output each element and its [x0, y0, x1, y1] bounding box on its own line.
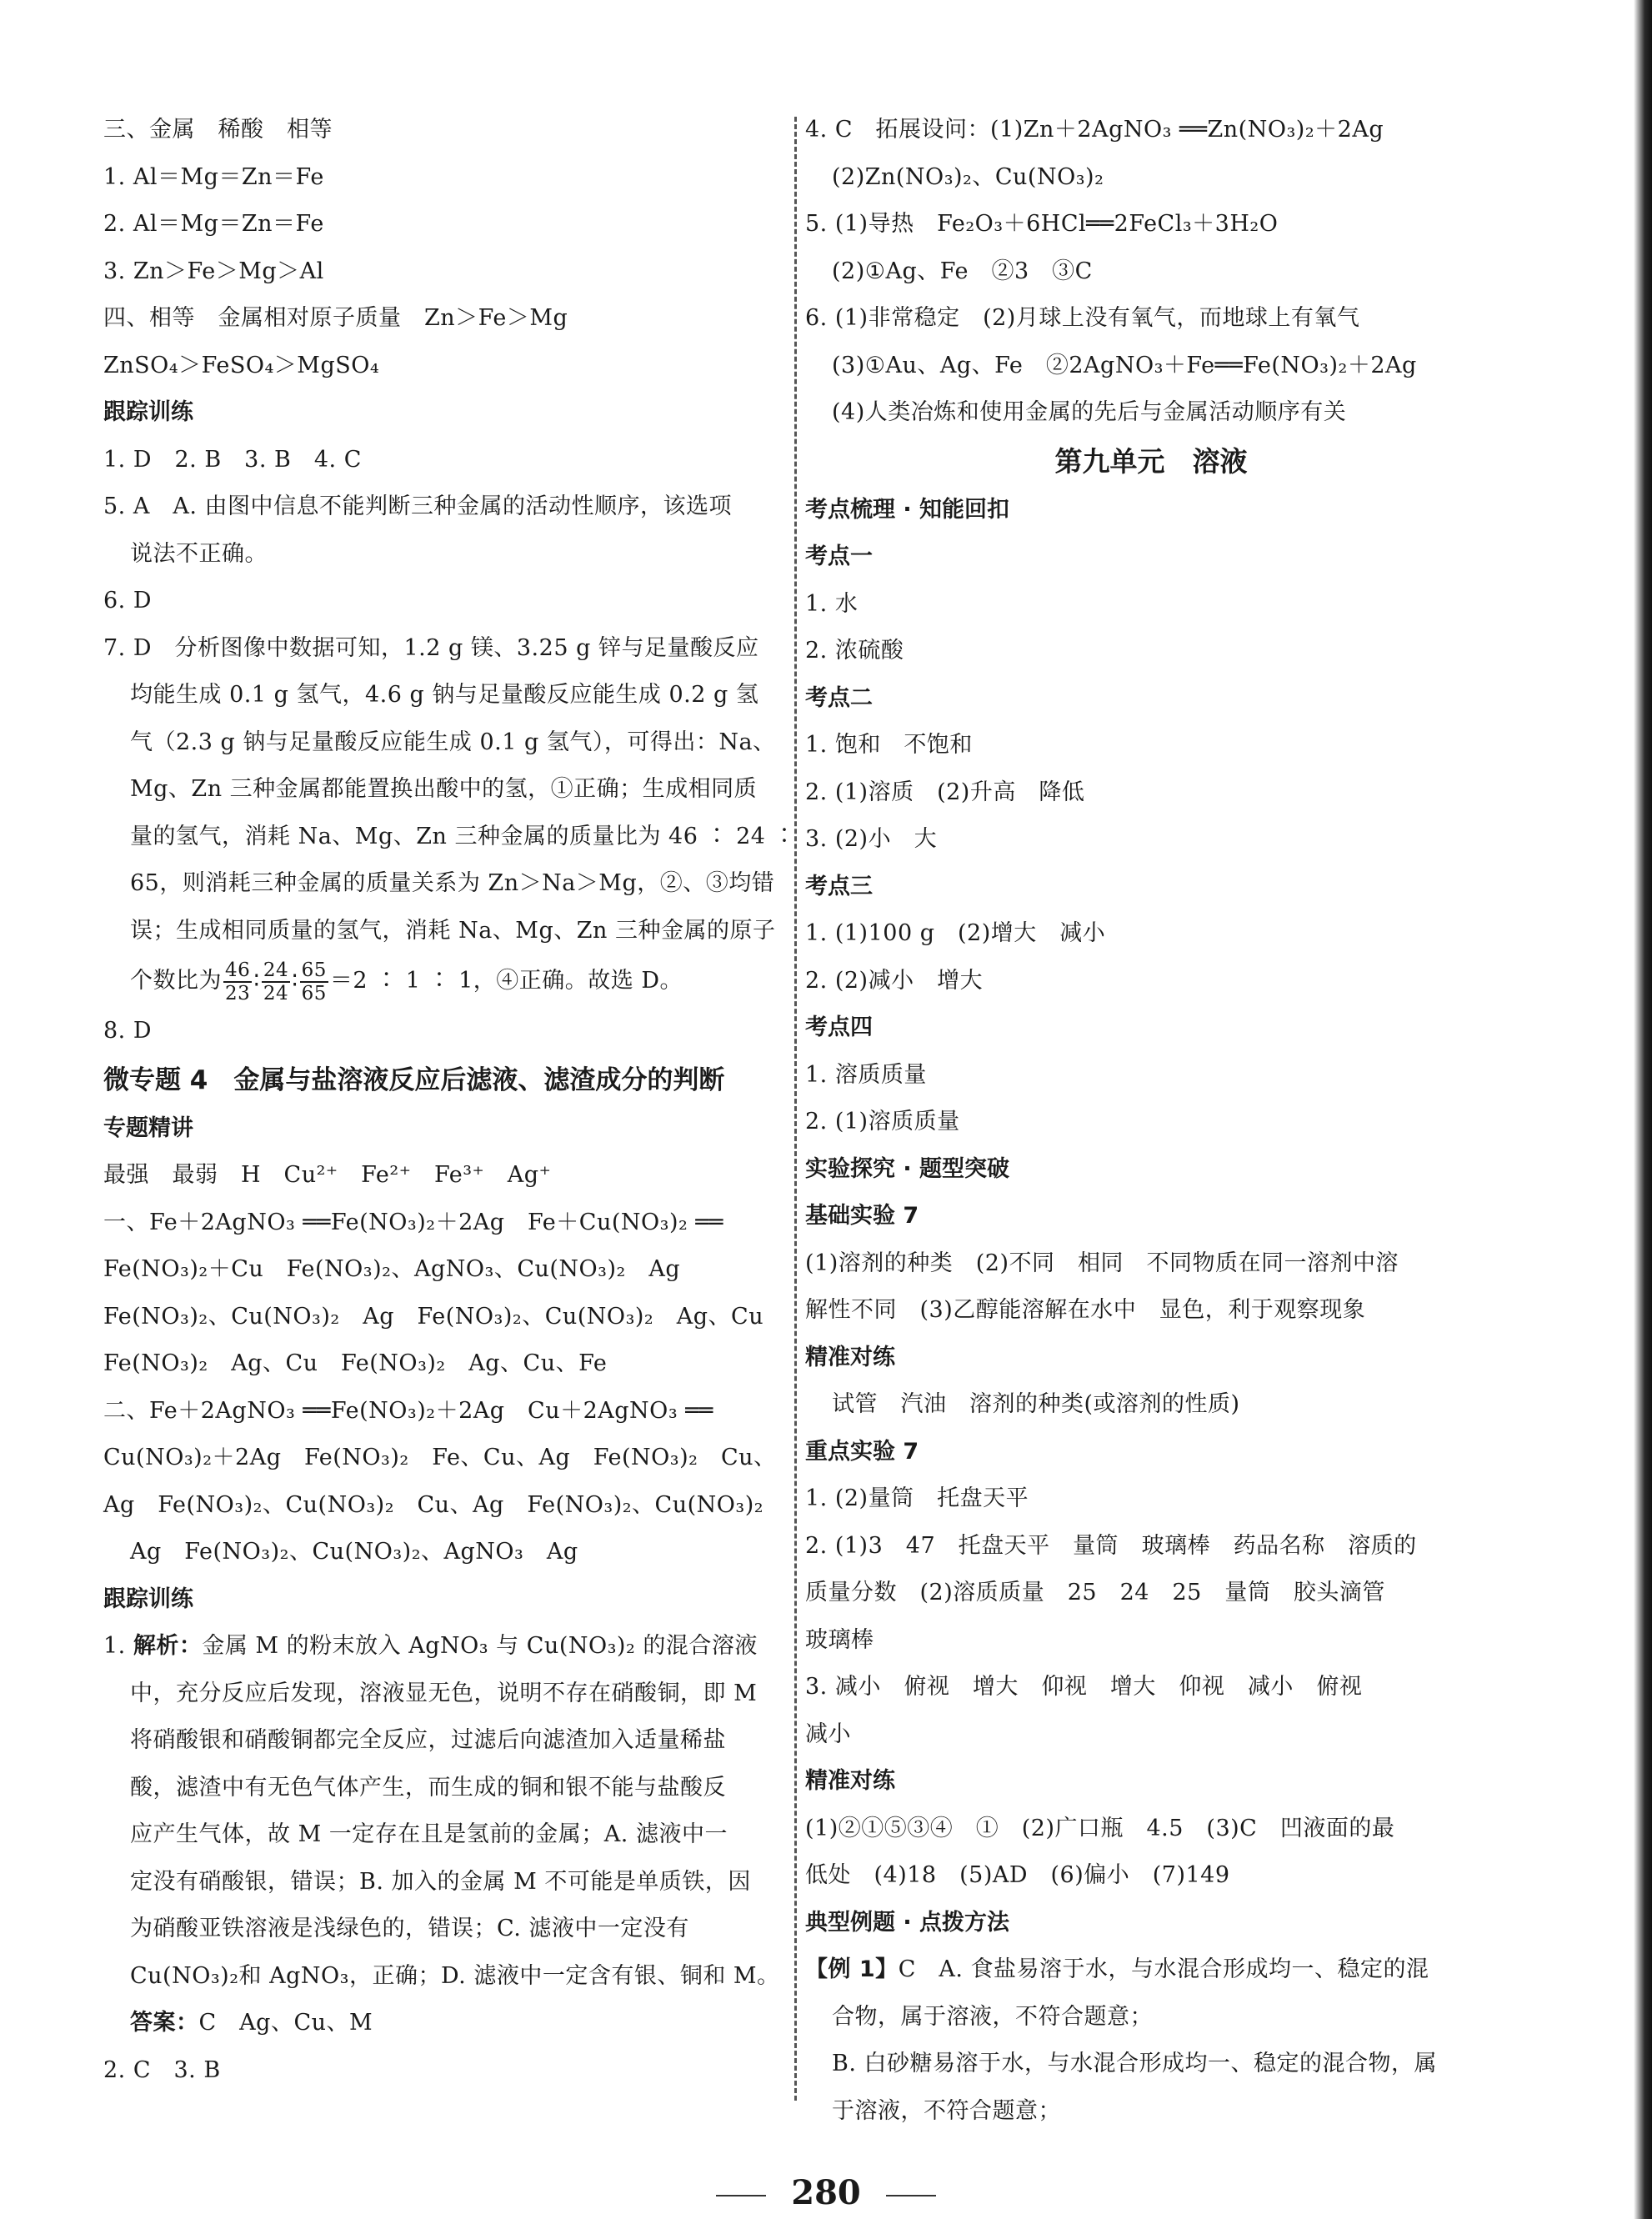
- numerator: 46: [225, 959, 251, 981]
- text-line: 7. D 分析图像中数据可知，1.2 g 镁、3.25 g 锌与足量酸反应: [103, 634, 759, 661]
- text-line: Ag Fe(NO₃)₂、Cu(NO₃)₂ Cu、Ag Fe(NO₃)₂、Cu(NO₃)₂: [103, 1491, 764, 1518]
- text-line: Fe(NO₃)₂、Cu(NO₃)₂ Ag Fe(NO₃)₂、Cu(NO₃)₂ Ag、Cu: [103, 1303, 764, 1330]
- page-number: [0, 2173, 1652, 2213]
- unit-title: 第九单元 溶液: [1054, 444, 1248, 478]
- text-line: 2. C 3. B: [103, 2056, 221, 2083]
- text-line: 1. 饱和 不饱和: [805, 732, 973, 758]
- section-heading: 考点梳理 · 知能回扣: [805, 496, 1010, 523]
- topic-title: 微专题 4 金属与盐溶液反应后滤液、滤渣成分的判断: [103, 1064, 725, 1095]
- text-fragment: 1.: [103, 1633, 133, 1659]
- text-line: 3. 减小 俯视 增大 仰视 增大 仰视 减小 俯视: [805, 1674, 1363, 1700]
- fraction: [300, 959, 328, 1004]
- text-line: 4. C 拓展设问：(1)Zn＋2AgNO₃ ══Zn(NO₃)₂＋2Ag: [805, 117, 1384, 143]
- text-line: 为硝酸亚铁溶液是浅绿色的，错误；C. 滤液中一定没有: [130, 1916, 689, 1941]
- text-line: 3. Zn＞Fe＞Mg＞Al: [103, 258, 324, 284]
- text-line: 1. 溶质质量: [805, 1061, 927, 1088]
- text-fragment: C A. 食盐易溶于水，与水混合形成均一、稳定的混: [898, 1956, 1429, 1982]
- text-line: Cu(NO₃)₂和 AgNO₃，正确；D. 滤液中一定含有银、铜和 M。: [130, 1962, 780, 1989]
- page-number-dash: [886, 2195, 936, 2196]
- text-line: 应产生气体，故 M 一定存在且是氢前的金属；A. 滤液中一: [130, 1821, 728, 1847]
- fraction: [262, 959, 290, 1004]
- text-line: (4)人类冶炼和使用金属的先后与金属活动顺序有关: [832, 399, 1347, 425]
- text-line: 2. (1)溶质 (2)升高 降低: [805, 779, 1085, 805]
- text-line: 合物，属于溶液，不符合题意；: [832, 2003, 1153, 2030]
- text-line: 2. (1)3 47 托盘天平 量筒 玻璃棒 药品名称 溶质的: [805, 1532, 1417, 1559]
- subsection-heading: 考点四: [805, 1014, 873, 1040]
- text-line: (2)①Ag、Fe ②3 ③C: [832, 258, 1093, 284]
- example-label: 【例 1】: [805, 1956, 899, 1982]
- denominator: 23: [225, 982, 251, 1004]
- subsection-heading: 精准对练: [805, 1768, 895, 1794]
- text-line: [103, 1623, 787, 1671]
- text-fragment: 个数比为: [130, 968, 222, 994]
- text-line: 5. A A. 由图中信息不能判断三种金属的活动性顺序，该选项: [103, 493, 733, 519]
- text-line: (2)Zn(NO₃)₂、Cu(NO₃)₂: [832, 163, 1104, 190]
- text-line: 量的氢气，消耗 Na、Mg、Zn 三种金属的质量比为 46 ∶ 24 ∶: [130, 823, 797, 849]
- text-line: 1. D 2. B 3. B 4. C: [103, 446, 362, 473]
- text-line: 3. (2)小 大: [805, 826, 938, 852]
- text-line: Mg、Zn 三种金属都能置换出酸中的氢，①正确；生成相同质: [130, 776, 758, 802]
- right-column: [805, 107, 1497, 2135]
- text-line: 气（2.3 g 钠与足量酸反应能生成 0.1 g 氢气），可得出：Na、: [130, 729, 776, 755]
- text-line: 三、金属 稀酸 相等: [103, 117, 333, 143]
- text-line: 2. (2)减小 增大: [805, 967, 984, 994]
- text-line: 6. D: [103, 588, 152, 614]
- text-fragment: C Ag、Cu、M: [198, 2010, 373, 2036]
- text-line: 试管 汽油 溶剂的种类(或溶剂的性质): [832, 1391, 1240, 1417]
- subsection-heading: 基础实验 7: [805, 1203, 919, 1229]
- analysis-label: 解析：: [133, 1633, 203, 1659]
- text-line: 8. D: [103, 1018, 152, 1044]
- text-line: 减小: [805, 1721, 851, 1747]
- text-line: 酸，滤渣中有无色气体产生，而生成的铜和银不能与盐酸反: [130, 1774, 726, 1801]
- text-line: 质量分数 (2)溶质质量 25 24 25 量筒 胶头滴管: [805, 1580, 1385, 1605]
- text-line: (1)②①⑤③④ ① (2)广口瓶 4.5 (3)C 凹液面的最: [805, 1815, 1395, 1841]
- text-line: 1. 水: [805, 590, 859, 617]
- text-line: 1. Al＝Mg＝Zn＝Fe: [103, 163, 324, 190]
- subsection-heading: 精准对练: [805, 1344, 895, 1370]
- subsection-heading: 考点一: [805, 543, 873, 569]
- text-line: 一、Fe＋2AgNO₃ ══Fe(NO₃)₂＋2Ag Fe＋Cu(NO₃)₂ ══: [103, 1209, 723, 1235]
- left-column: [103, 107, 797, 2094]
- text-line: ZnSO₄＞FeSO₄＞MgSO₄: [103, 352, 380, 378]
- numerator: 65: [301, 959, 327, 981]
- fraction-line: [103, 954, 787, 1008]
- text-line: [805, 1946, 1497, 1994]
- text-line: 2. Al＝Mg＝Zn＝Fe: [103, 211, 324, 237]
- text-line: Ag Fe(NO₃)₂、Cu(NO₃)₂、AgNO₃ Ag: [130, 1539, 578, 1565]
- ratio-colon: ∶: [292, 968, 298, 994]
- answer-label: 答案：: [130, 2010, 199, 2036]
- text-line: 玻璃棒: [805, 1626, 874, 1653]
- text-line: 2. (1)溶质质量: [805, 1109, 960, 1135]
- scan-edge: [1634, 0, 1652, 2219]
- text-line: 中，充分反应后发现，溶液显无色，说明不存在硝酸铜，即 M: [130, 1680, 758, 1706]
- subsection-heading: 考点三: [805, 873, 873, 899]
- text-line: 低处 (4)18 (5)AD (6)偏小 (7)149: [805, 1862, 1230, 1888]
- text-line: Fe(NO₃)₂＋Cu Fe(NO₃)₂、AgNO₃、Cu(NO₃)₂ Ag: [103, 1256, 681, 1282]
- text-line: 最强 最弱 H Cu²⁺ Fe²⁺ Fe³⁺ Ag⁺: [103, 1162, 552, 1188]
- section-heading: 专题精讲: [103, 1115, 193, 1141]
- section-heading: 实验探究 · 题型突破: [805, 1155, 1010, 1182]
- denominator: 65: [301, 982, 327, 1004]
- text-line: 四、相等 金属相对原子质量 Zn＞Fe＞Mg: [103, 305, 568, 331]
- subsection-heading: 重点实验 7: [805, 1438, 919, 1465]
- text-line: 定没有硝酸银，错误；B. 加入的金属 M 不可能是单质铁，因: [130, 1868, 751, 1895]
- text-line: 二、Fe＋2AgNO₃ ══Fe(NO₃)₂＋2Ag Cu＋2AgNO₃ ══: [103, 1397, 713, 1424]
- text-line: 解性不同 (3)乙醇能溶解在水中 显色，利于观察现象: [805, 1297, 1366, 1323]
- page-number-text: 280: [791, 2173, 861, 2212]
- text-line: 1. (1)100 g (2)增大 减小: [805, 920, 1106, 946]
- numerator: 24: [263, 959, 289, 981]
- text-line: [103, 2000, 787, 2047]
- denominator: 24: [263, 982, 289, 1004]
- section-heading: 跟踪训练: [103, 399, 193, 425]
- text-line: Cu(NO₃)₂＋2Ag Fe(NO₃)₂ Fe、Cu、Ag Fe(NO₃)₂ Cu、: [103, 1445, 777, 1470]
- text-line: 误；生成相同质量的氢气，消耗 Na、Mg、Zn 三种金属的原子: [130, 917, 776, 944]
- text-line: (3)①Au、Ag、Fe ②2AgNO₃＋Fe══Fe(NO₃)₂＋2Ag: [832, 352, 1417, 378]
- section-heading: 跟踪训练: [103, 1585, 193, 1612]
- text-line: 5. (1)导热 Fe₂O₃＋6HCl══2FeCl₃＋3H₂O: [805, 211, 1279, 237]
- column-divider: [794, 117, 797, 2101]
- text-line: Fe(NO₃)₂ Ag、Cu Fe(NO₃)₂ Ag、Cu、Fe: [103, 1350, 608, 1376]
- subsection-heading: 考点二: [805, 684, 873, 711]
- text-line: (1)溶剂的种类 (2)不同 相同 不同物质在同一溶剂中溶: [805, 1250, 1399, 1276]
- fraction: [223, 959, 252, 1004]
- text-line: 均能生成 0.1 g 氢气，4.6 g 钠与足量酸反应能生成 0.2 g 氢: [130, 682, 759, 708]
- section-heading: 典型例题 · 点拨方法: [805, 1909, 1010, 1936]
- page-number-dash: [716, 2195, 766, 2196]
- text-line: 1. (2)量筒 托盘天平: [805, 1485, 1029, 1511]
- text-line: 65，则消耗三种金属的质量关系为 Zn＞Na＞Mg，②、③均错: [130, 870, 775, 896]
- text-line: 6. (1)非常稳定 (2)月球上没有氧气，而地球上有氧气: [805, 305, 1360, 331]
- text-line: 说法不正确。: [130, 540, 268, 567]
- ratio-colon: ∶: [253, 968, 260, 994]
- text-line: 将硝酸银和硝酸铜都完全反应，过滤后向滤渣加入适量稀盐: [130, 1727, 726, 1753]
- text-line: 2. 浓硫酸: [805, 638, 904, 664]
- text-line: B. 白砂糖易溶于水，与水混合形成均一、稳定的混合物，属: [832, 2051, 1438, 2076]
- text-fragment: 金属 M 的粉末放入 AgNO₃ 与 Cu(NO₃)₂ 的混合溶液: [202, 1633, 758, 1659]
- text-fragment: ＝2 ∶ 1 ∶ 1，④正确。故选 D。: [329, 968, 683, 994]
- text-line: 于溶液，不符合题意；: [832, 2097, 1061, 2124]
